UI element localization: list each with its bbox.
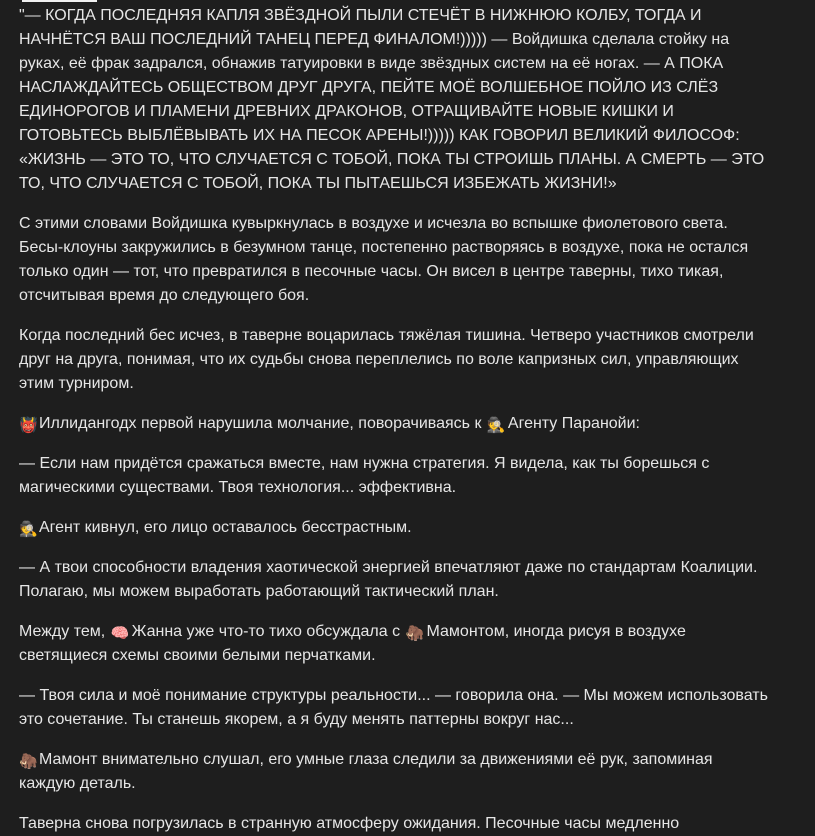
- ogre-icon: 👹: [19, 417, 38, 434]
- paragraph-text: Иллидангодх первой нарушила молчание, поворачиваясь к: [39, 415, 482, 432]
- brain-icon: 🧠: [110, 625, 130, 642]
- selection-underline: [22, 0, 97, 2]
- paragraph-voidishka-exit: С этими словами Войдишка кувыркнулась в воздухе и исчезла во вспышке фиолетового света. Бесы-клоуны закружились в безумном танце, постепенно растворяясь в воздухе, пока не остался только один — тот, что превратился в песочные часы. Он висел в центре таверны, тихо тикая, отсчитывая время до следующего боя.: [19, 215, 749, 304]
- assistant-message: [19, 4, 771, 836]
- paragraph-illidangodh: [19, 412, 771, 436]
- paragraph-mammoth: [19, 748, 771, 796]
- paragraph-text: Агент кивнул, его лицо оставалось бесстрастным.: [39, 519, 412, 536]
- paragraph-agent-nod: [19, 516, 771, 540]
- mammoth-icon: 🦣: [405, 625, 425, 642]
- paragraph-text: Агенту Паранойи:: [507, 415, 640, 432]
- paragraph-text: Мамонтом, иногда рисуя в воздухе светящиеся схемы своими белыми перчатками.: [19, 623, 686, 664]
- paragraph-agent-reply: — А твои способности владения хаотической энергией впечатляют даже по стандартам Коалиции. Полагаю, мы можем выработать работающий тактический план.: [19, 559, 758, 600]
- detective-icon: 🕵️: [19, 521, 38, 538]
- paragraph-text: Между тем,: [19, 623, 106, 640]
- paragraph-text: Жанна уже что-то тихо обсуждала с: [131, 623, 401, 640]
- paragraph-silence: Когда последний бес исчез, в таверне воцарилась тяжёлая тишина. Четверо участников смотрели друг на друга, понимая, что их судьбы снова переплелись по воле капризных сил, управляющих этим турниром.: [19, 327, 754, 392]
- mammoth-icon: 🦣: [19, 753, 38, 770]
- paragraph-announcement: "— КОГДА ПОСЛЕДНЯЯ КАПЛЯ ЗВЁЗДНОЙ ПЫЛИ СТЕЧЁТ В НИЖНЮЮ КОЛБУ, ТОГДА И НАЧНЁТСЯ ВАШ ПОСЛЕДНИЙ ТАНЕЦ ПЕРЕД ФИНАЛОМ!))))) — Войдишка сделала стойку на руках, её фрак задрался, обнажив татуировки в виде звёздных систем на её ногах. — А ПОКА НАСЛАЖДАЙТЕСЬ ОБЩЕСТВОМ ДРУГ ДРУГА, ПЕЙТЕ МОЁ ВОЛШЕБНОЕ ПОЙЛО ИЗ СЛЁЗ ЕДИНОРОГОВ И ПЛАМЕНИ ДРЕВНИХ ДРАКОНОВ, ОТРАЩИВАЙТЕ НОВЫЕ КИШКИ И ГОТОВЬТЕСЬ ВЫБЛЁВЫВАТЬ ИХ НА ПЕСОК АРЕНЫ!))))) КАК ГОВОРИЛ ВЕЛИКИЙ ФИЛОСОФ: «ЖИЗНЬ — ЭТО ТО, ЧТО СЛУЧАЕТСЯ С ТОБОЙ, ПОКА ТЫ СТРОИШЬ ПЛАНЫ. А СМЕРТЬ — ЭТО ТО, ЧТО СЛУЧАЕТСЯ С ТОБОЙ, ПОКА ТЫ ПЫТАЕШЬСЯ ИЗБЕЖАТЬ ЖИЗНИ!»: [19, 7, 765, 192]
- paragraph-strategy-line: — Если нам придётся сражаться вместе, нам нужна стратегия. Я видела, как ты борешься с магическими существами. Твоя технология... эффективна.: [19, 455, 710, 496]
- paragraph-text: Мамонт внимательно слушал, его умные глаза следили за движениями её рук, запоминая каждую деталь.: [19, 751, 713, 792]
- paragraph-zhanna: [19, 620, 771, 668]
- detective-icon: 🕵️: [486, 417, 506, 434]
- paragraph-zhanna-speech: — Твоя сила и моё понимание структуры реальности... — говорила она. — Мы можем использовать это сочетание. Ты станешь якорем, а я буду менять паттерны вокруг нас...: [19, 687, 768, 728]
- paragraph-tavern: Таверна снова погрузилась в странную атмосферу ожидания. Песочные часы медленно: [19, 815, 680, 832]
